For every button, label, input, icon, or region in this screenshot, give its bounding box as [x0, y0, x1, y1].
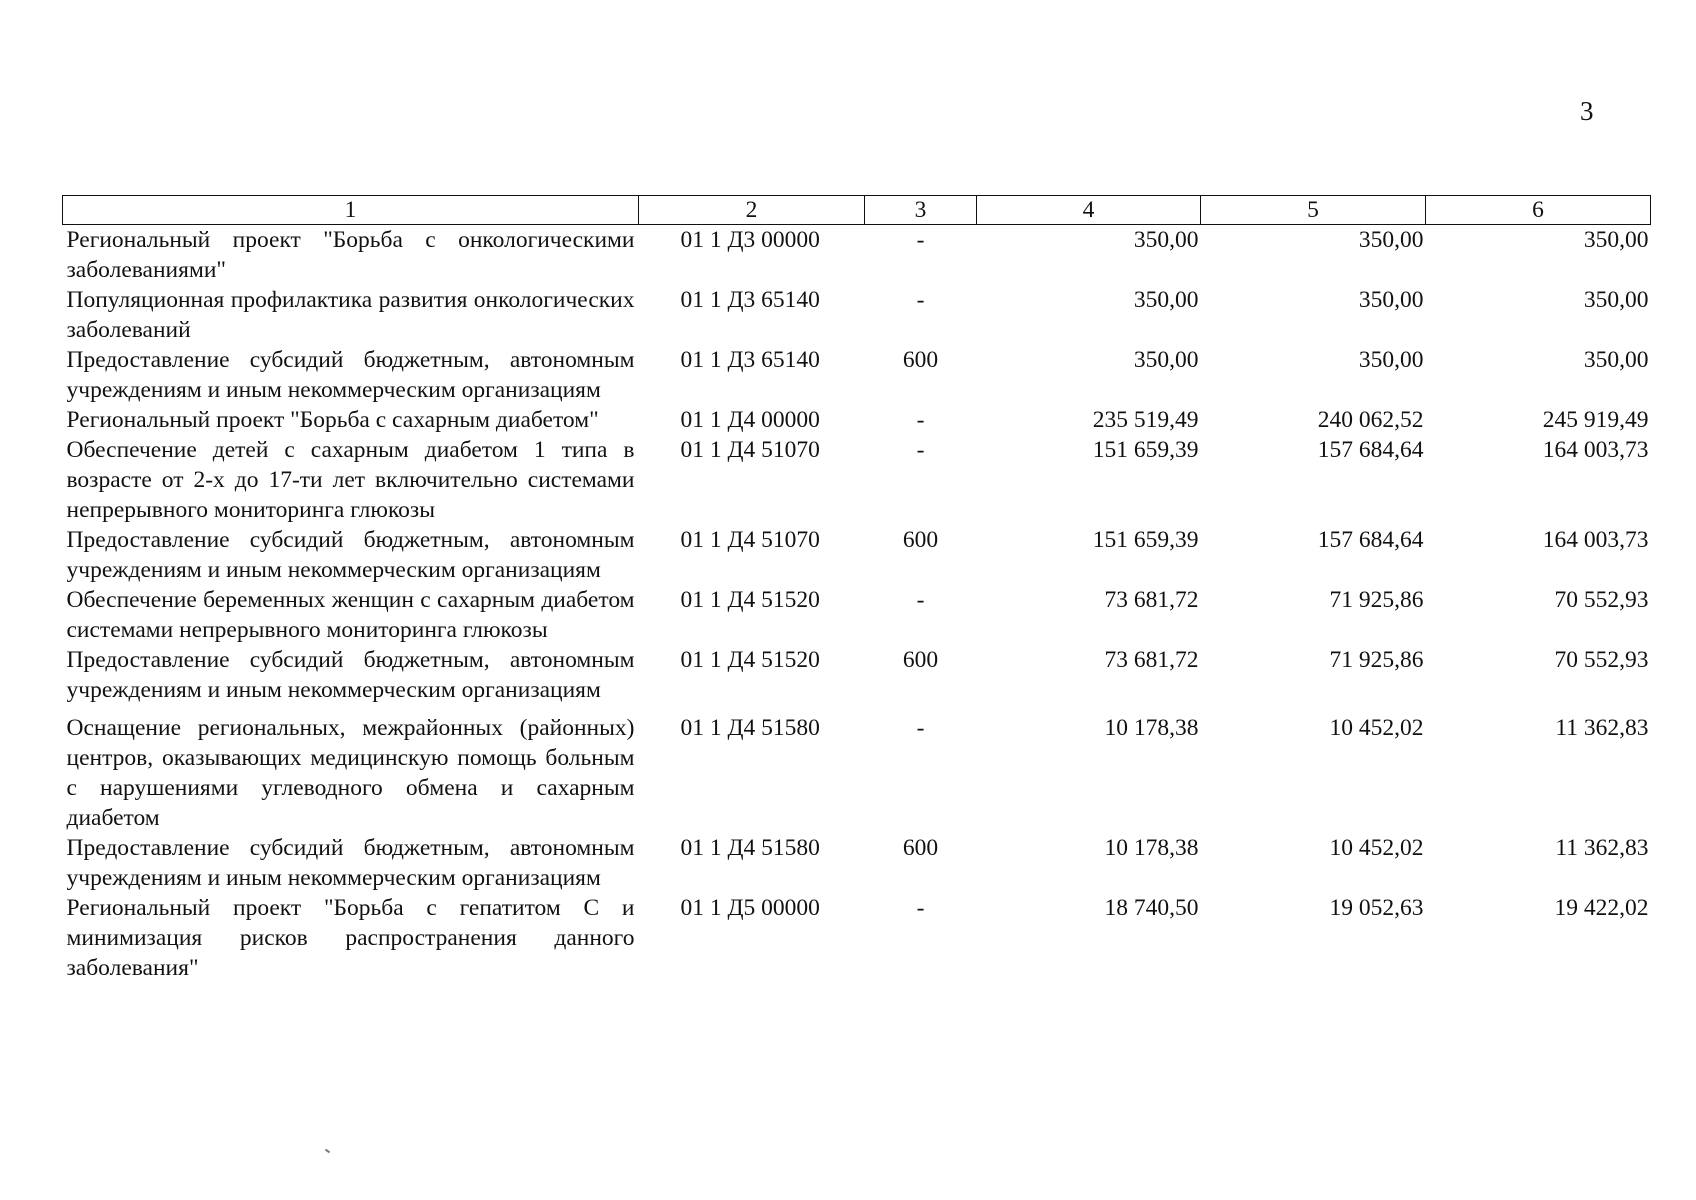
table-row: [63, 285, 1651, 345]
row-value-5: 350,00: [1358, 347, 1424, 373]
row-value-6: 70 552,93: [1554, 647, 1649, 673]
table-row: [63, 893, 1651, 983]
row-value-4: 10 178,38: [1104, 715, 1199, 741]
row-expense-type: -: [916, 715, 925, 741]
header-col-1: 1: [63, 196, 639, 225]
row-name: Оснащение региональных, межрайонных (районных) центров, оказывающих медицинскую помощь больным с нарушениями углеводного обмена и сахарным диабетом: [66, 715, 635, 831]
row-expense-type: 600: [902, 647, 939, 673]
row-value-5: 19 052,63: [1329, 895, 1424, 921]
row-name: Региональный проект "Борьба с онкологическими заболеваниями": [66, 227, 635, 283]
row-value-5: 71 925,86: [1329, 647, 1424, 673]
row-value-5: 157 684,64: [1317, 437, 1424, 463]
row-value-4: 151 659,39: [1092, 527, 1199, 553]
row-value-5: 157 684,64: [1317, 527, 1424, 553]
budget-table: [62, 195, 1651, 983]
row-code: 01 1 Д4 51520: [680, 647, 820, 673]
table-row: [63, 705, 1651, 833]
row-expense-type: 600: [902, 835, 939, 861]
row-value-6: 350,00: [1583, 287, 1649, 313]
row-value-5: 10 452,02: [1329, 835, 1424, 861]
row-code: 01 1 Д4 51070: [680, 527, 820, 553]
row-value-6: 70 552,93: [1554, 587, 1649, 613]
header-col-4: 4: [977, 196, 1201, 225]
row-expense-type: -: [916, 227, 925, 253]
header-row: [63, 196, 1651, 225]
row-code: 01 1 Д3 65140: [680, 287, 820, 313]
table-row: [63, 225, 1651, 286]
page-number: 3: [1580, 96, 1594, 126]
table-row: [63, 645, 1651, 705]
row-expense-type: -: [916, 407, 925, 433]
row-value-5: 350,00: [1358, 227, 1424, 253]
header-col-6: 6: [1426, 196, 1651, 225]
row-code: 01 1 Д4 51520: [680, 587, 820, 613]
table-row: [63, 525, 1651, 585]
scan-speck: [325, 1149, 330, 1154]
row-code: 01 1 Д5 00000: [680, 895, 820, 921]
row-value-4: 350,00: [1133, 227, 1199, 253]
row-code: 01 1 Д3 00000: [680, 227, 820, 253]
row-value-4: 18 740,50: [1104, 895, 1199, 921]
row-value-6: 19 422,02: [1554, 895, 1649, 921]
header-col-5: 5: [1201, 196, 1426, 225]
row-value-6: 11 362,83: [1555, 835, 1649, 861]
row-value-6: 350,00: [1583, 227, 1649, 253]
table-row: [63, 345, 1651, 405]
row-name: Региональный проект "Борьба с гепатитом С и минимизация рисков распространения данного заболевания": [66, 895, 635, 981]
table-row: [63, 833, 1651, 893]
row-code: 01 1 Д4 51070: [680, 437, 820, 463]
table-row: [63, 585, 1651, 645]
row-value-4: 73 681,72: [1104, 587, 1199, 613]
row-code: 01 1 Д3 65140: [680, 347, 820, 373]
row-value-4: 350,00: [1133, 347, 1199, 373]
row-name: Региональный проект "Борьба с сахарным диабетом": [66, 407, 599, 433]
header-col-3: 3: [865, 196, 977, 225]
row-value-5: 240 062,52: [1317, 407, 1424, 433]
row-value-5: 350,00: [1358, 287, 1424, 313]
row-value-4: 151 659,39: [1092, 437, 1199, 463]
table-body: [63, 225, 1651, 984]
row-name: Популяционная профилактика развития онкологических заболеваний: [66, 287, 635, 343]
row-expense-type: 600: [902, 347, 939, 373]
table-row: [63, 405, 1651, 435]
row-value-6: 164 003,73: [1542, 437, 1649, 463]
budget-table-container: [62, 195, 1650, 983]
row-name: Обеспечение детей с сахарным диабетом 1 типа в возрасте от 2-х до 17-ти лет включительно системами непрерывного мониторинга глюкозы: [66, 437, 635, 523]
row-code: 01 1 Д4 51580: [680, 715, 820, 741]
row-value-6: 11 362,83: [1555, 715, 1649, 741]
row-code: 01 1 Д4 51580: [680, 835, 820, 861]
row-value-6: 350,00: [1583, 347, 1649, 373]
row-name: Предоставление субсидий бюджетным, автономным учреждениям и иным некоммерческим организациям: [66, 835, 635, 891]
row-value-5: 71 925,86: [1329, 587, 1424, 613]
row-value-6: 164 003,73: [1542, 527, 1649, 553]
row-value-4: 10 178,38: [1104, 835, 1199, 861]
row-value-4: 73 681,72: [1104, 647, 1199, 673]
row-expense-type: -: [916, 287, 925, 313]
table-row: [63, 435, 1651, 525]
row-expense-type: -: [916, 895, 925, 921]
row-value-6: 245 919,49: [1542, 407, 1649, 433]
row-name: Предоставление субсидий бюджетным, автономным учреждениям и иным некоммерческим организациям: [66, 527, 635, 583]
row-name: Обеспечение беременных женщин с сахарным диабетом системами непрерывного мониторинга глюкозы: [66, 587, 635, 643]
row-expense-type: 600: [902, 527, 939, 553]
table-header: [63, 196, 1651, 225]
header-col-2: 2: [639, 196, 865, 225]
row-expense-type: -: [916, 437, 925, 463]
row-code: 01 1 Д4 00000: [680, 407, 820, 433]
row-name: Предоставление субсидий бюджетным, автономным учреждениям и иным некоммерческим организациям: [66, 647, 635, 703]
row-value-5: 10 452,02: [1329, 715, 1424, 741]
row-value-4: 235 519,49: [1092, 407, 1199, 433]
row-value-4: 350,00: [1133, 287, 1199, 313]
row-expense-type: -: [916, 587, 925, 613]
row-name: Предоставление субсидий бюджетным, автономным учреждениям и иным некоммерческим организациям: [66, 347, 635, 403]
